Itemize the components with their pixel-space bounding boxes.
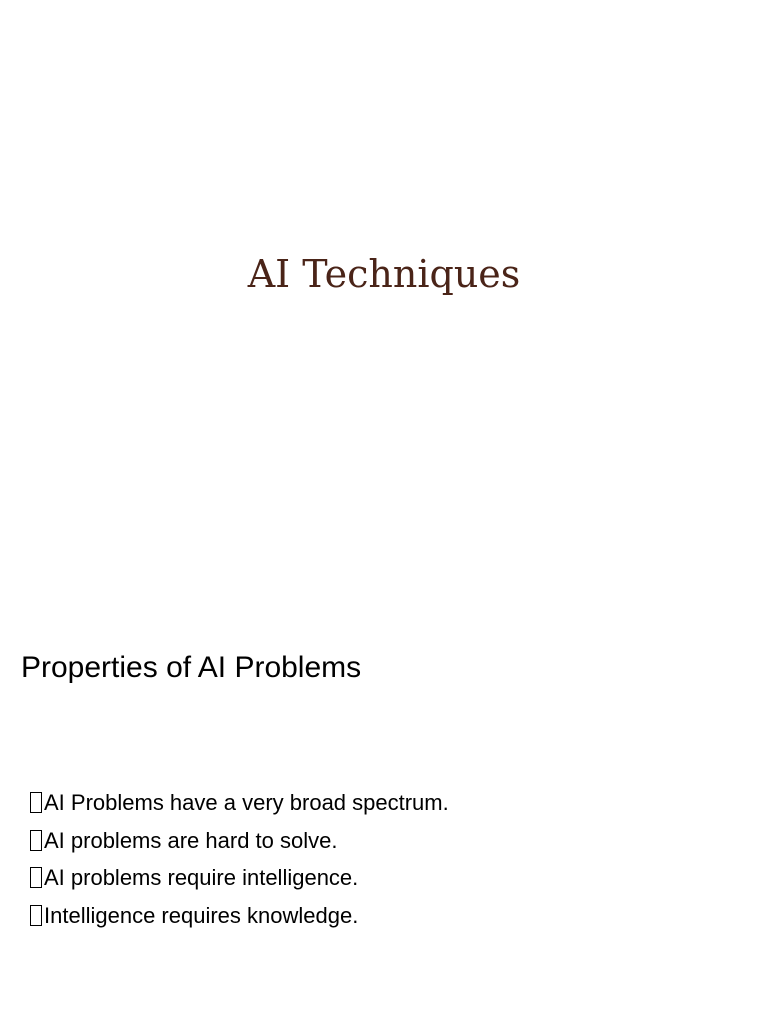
missing-glyph-icon [30,792,42,813]
bullet-text: Intelligence requires knowledge. [44,902,359,928]
bullet-item [30,786,449,824]
missing-glyph-icon [30,830,42,851]
bullet-text: AI problems require intelligence. [44,865,359,890]
missing-glyph-icon [30,905,42,926]
section-heading: Properties of AI Problems [21,651,362,684]
missing-glyph-icon [30,867,42,888]
bullet-text: AI Problems have a very broad spectrum. [44,790,449,815]
bullet-text: AI problems are hard to solve. [44,827,338,853]
bullet-item [30,824,449,862]
slide-title: AI Techniques [247,252,521,296]
bullet-item [30,861,449,899]
bullet-list [30,786,449,936]
bullet-item [30,899,449,937]
